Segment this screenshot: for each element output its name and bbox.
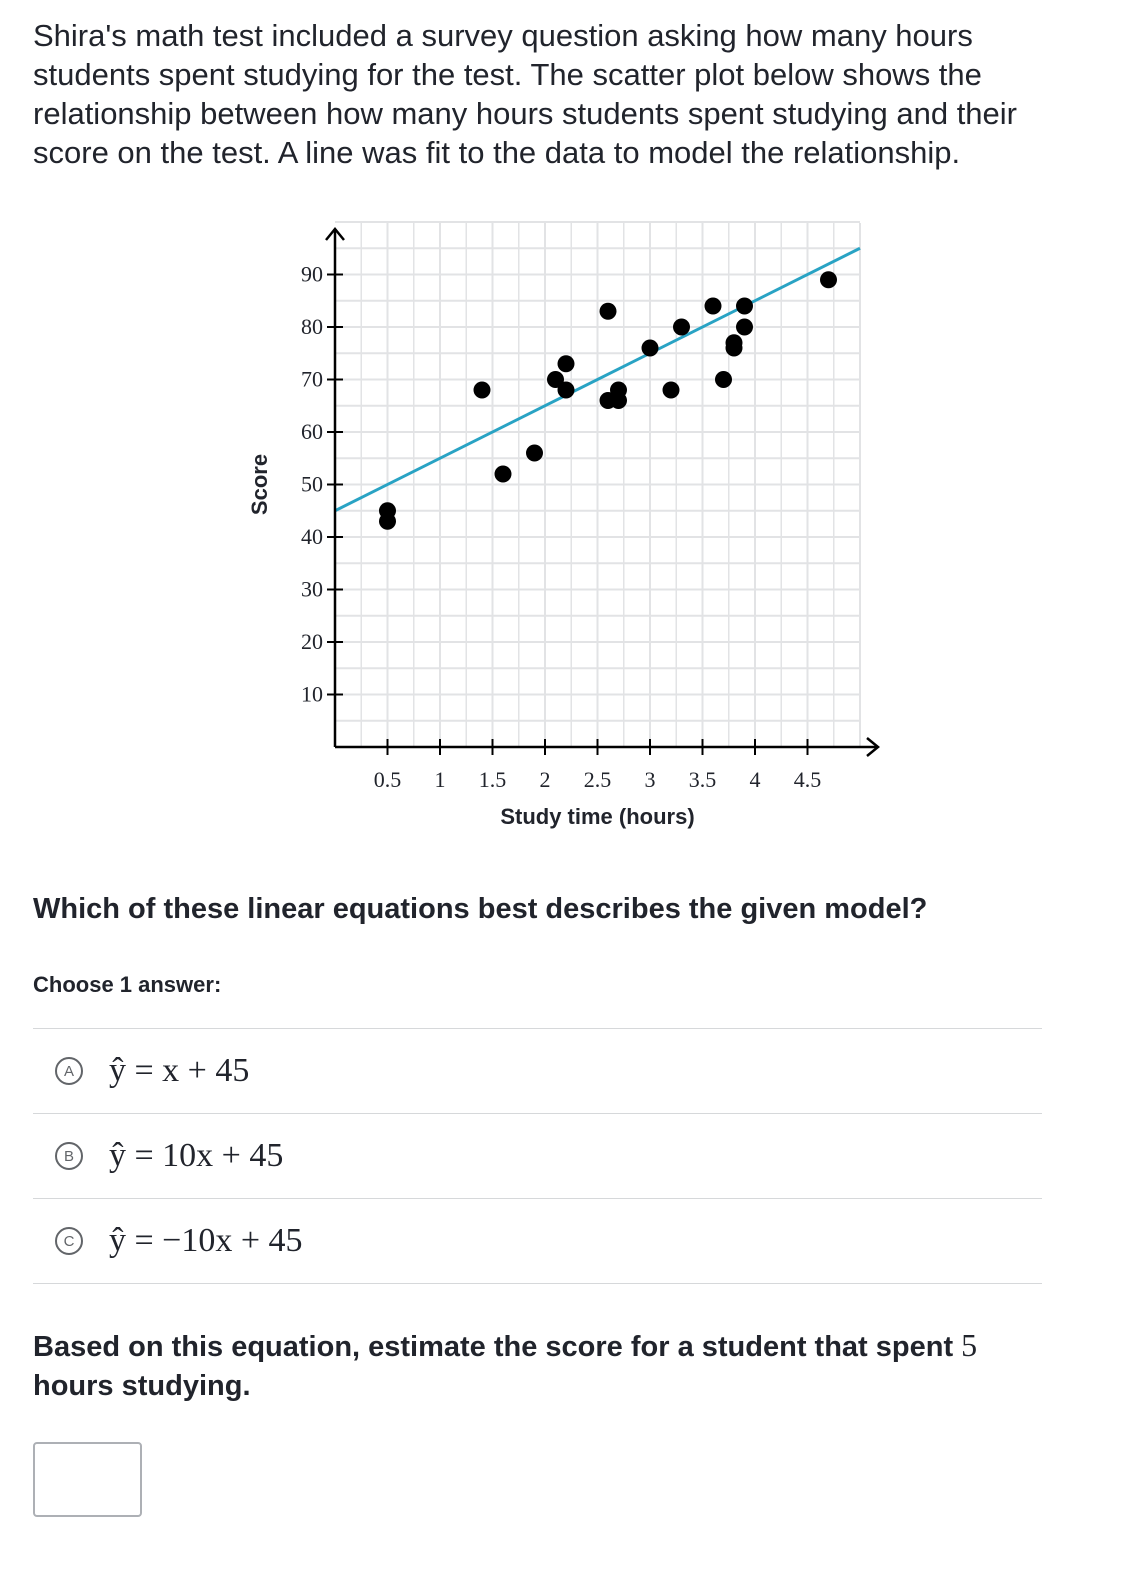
- data-point: [474, 382, 491, 399]
- choice-c[interactable]: [33, 1199, 1042, 1284]
- x-axis-label: Study time (hours): [500, 804, 695, 829]
- data-point: [663, 382, 680, 399]
- x-tick-label: 4.5: [793, 767, 822, 792]
- x-tick-label: 2: [539, 767, 551, 792]
- data-point: [600, 303, 617, 320]
- scatter-plot: [230, 215, 880, 850]
- intro-text: Shira's math test included a survey question asking how many hours students spent studying for the test. The scatter plot below shows the relationship between how many hours students spent studying and their score on the test. A line was fit to the data to model the relationship.: [33, 18, 1017, 170]
- x-tick-label: 1: [434, 767, 446, 792]
- followup-text-end: hours studying.: [33, 1370, 251, 1402]
- choice-b-letter[interactable]: B: [55, 1142, 83, 1170]
- answer-input[interactable]: [33, 1442, 142, 1517]
- choice-c-letter[interactable]: C: [55, 1227, 83, 1255]
- data-point: [526, 445, 543, 462]
- chart-svg: [230, 215, 880, 845]
- choice-c-equation: ŷ = −10x + 45: [109, 1222, 303, 1259]
- y-tick-label: 20: [301, 629, 323, 654]
- y-tick-label: 60: [301, 419, 323, 444]
- followup-number: 5: [961, 1327, 978, 1363]
- data-point: [379, 513, 396, 530]
- y-axis-label: Score: [247, 453, 272, 516]
- data-point: [610, 392, 627, 409]
- data-point: [715, 371, 732, 388]
- data-point: [558, 355, 575, 372]
- x-tick-label: 3.5: [688, 767, 717, 792]
- choice-a-equation: ŷ = x + 45: [109, 1052, 250, 1089]
- y-tick-label: 10: [301, 681, 323, 707]
- data-point: [495, 466, 512, 483]
- y-tick-label: 50: [301, 471, 323, 497]
- data-point: [642, 340, 659, 357]
- data-point: [558, 382, 575, 399]
- y-tick-label: 40: [301, 524, 323, 549]
- data-point: [726, 340, 743, 357]
- y-tick-label: 90: [301, 261, 323, 287]
- data-point: [736, 298, 753, 315]
- followup-text-start: Based on this equation, estimate the score for a student that spent: [33, 1331, 962, 1363]
- data-point: [820, 271, 837, 288]
- y-tick-label: 70: [301, 366, 323, 392]
- data-point: [736, 319, 753, 336]
- choice-b[interactable]: [33, 1114, 1042, 1199]
- question-text: Which of these linear equations best describes the given model?: [33, 893, 928, 925]
- x-tick-label: 3: [644, 767, 656, 792]
- answer-choices: [33, 1028, 1042, 1284]
- y-tick-label: 80: [301, 314, 323, 339]
- data-point: [673, 319, 690, 336]
- followup-question: [33, 1326, 1033, 1406]
- x-tick-label: 2.5: [583, 767, 612, 792]
- choice-a-letter[interactable]: A: [55, 1057, 83, 1085]
- choice-a[interactable]: [33, 1029, 1042, 1114]
- choose-label: Choose 1 answer:: [33, 972, 222, 997]
- x-tick-label: 0.5: [373, 767, 402, 792]
- y-tick-label: 30: [301, 576, 323, 602]
- x-tick-label: 4: [749, 767, 761, 792]
- data-point: [705, 298, 722, 315]
- x-tick-label: 1.5: [478, 767, 507, 792]
- choice-b-equation: ŷ = 10x + 45: [109, 1137, 284, 1174]
